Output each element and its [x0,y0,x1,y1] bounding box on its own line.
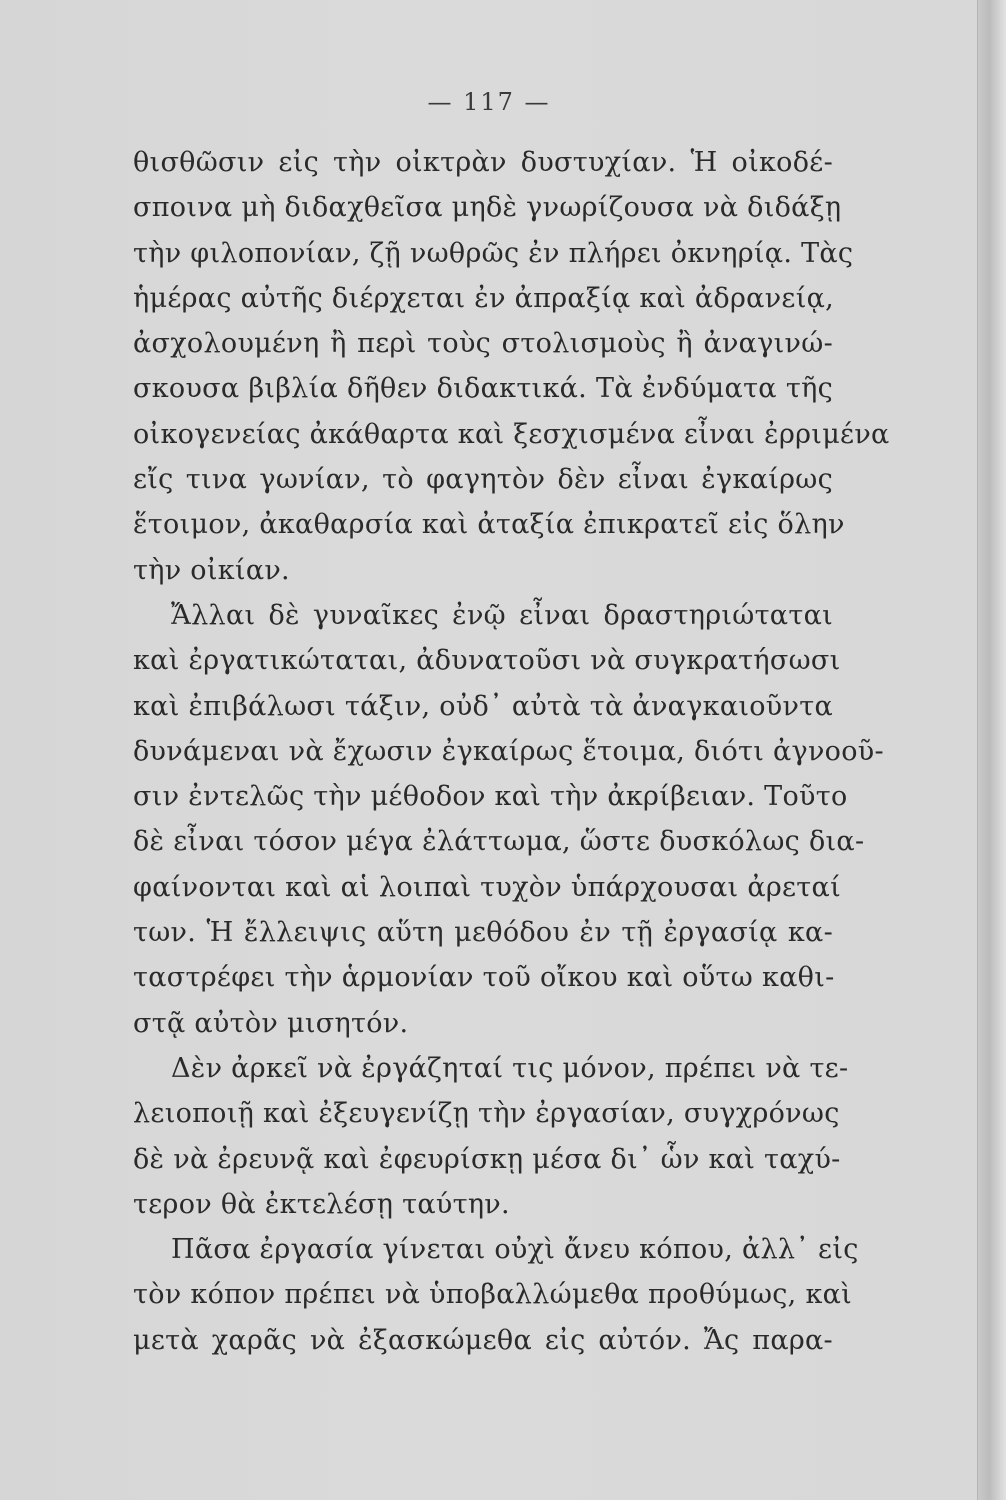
text-line: σιν ἐντελῶς τὴν μέθοδον καὶ τὴν ἀκρίβειαν. Τοῦτο [133,781,848,813]
text-line: τερον θὰ ἐκτελέσῃ ταύτην. [133,1188,510,1220]
text-line: σκουσα βιβλία δῆθεν διδακτικά. Τὰ ἐνδύματα τῆς [133,373,833,405]
text-line: Πᾶσα ἐργασία γίνεται οὐχὶ ἄνευ κόπου, ἀλλ᾽ εἰς [171,1234,859,1266]
text-line: τὴν φιλοπονίαν, ζῇ νωθρῶς ἐν πλήρει ὀκνηρίᾳ. Τὰς [133,237,854,269]
text-line: λειοποιῇ καὶ ἐξευγενίζῃ τὴν ἐργασίαν, συγχρόνως [133,1098,840,1130]
text-line: ἀσχολουμένη ἢ περὶ τοὺς στολισμοὺς ἢ ἀναγινώ- [133,328,833,360]
text-line: Ἄλλαι δὲ γυναῖκες ἐνῷ εἶναι δραστηριώταται [171,599,833,631]
text-line: εἴς τινα γωνίαν, τὸ φαγητὸν δὲν εἶναι ἐγκαίρως [133,464,833,496]
text-line: φαίνονται καὶ αἱ λοιπαὶ τυχὸν ὑπάρχουσαι ἀρεταί [133,871,841,903]
text-line: οἰκογενείας ἀκάθαρτα καὶ ξεσχισμένα εἶναι ἐρριμένα [133,418,890,450]
text-line: ταστρέφει τὴν ἁρμονίαν τοῦ οἴκου καὶ οὕτω καθι- [133,962,835,994]
text-line: θισθῶσιν εἰς τὴν οἰκτρὰν δυστυχίαν. Ἡ οἰκοδέ- [133,147,833,178]
text-line: σποινα μὴ διδαχθεῖσα μηδὲ γνωρίζουσα νὰ διδάξῃ [133,192,842,224]
text-line: δυνάμεναι νὰ ἔχωσιν ἐγκαίρως ἕτοιμα, διότι ἀγνοοῦ- [133,735,884,767]
page-number: — 117 — [427,88,551,116]
body-text [133,140,890,1363]
text-line: τὸν κόπον πρέπει νὰ ὑποβαλλώμεθα προθύμως, καὶ [133,1279,853,1311]
text-line: μετὰ χαρᾶς νὰ ἐξασκώμεθα εἰς αὐτόν. Ἄς παρα- [133,1324,833,1356]
text-line: δὲ νὰ ἐρευνᾷ καὶ ἐφευρίσκῃ μέσα δι᾽ ὧν καὶ ταχύ- [133,1143,841,1175]
text-line: δὲ εἶναι τόσον μέγα ἐλάττωμα, ὥστε δυσκόλως δια- [133,826,865,858]
text-line: των. Ἡ ἔλλειψις αὕτη μεθόδου ἐν τῇ ἐργασίᾳ κα- [133,917,833,949]
text-line: στᾷ αὐτὸν μισητόν. [133,1007,409,1039]
text-line: ἕτοιμον, ἀκαθαρσία καὶ ἀταξία ἐπικρατεῖ εἰς ὅλην [133,509,845,541]
text-line: καὶ ἐργατικώταται, ἀδυνατοῦσι νὰ συγκρατήσωσι [133,645,841,677]
text-line: ἡμέρας αὐτῆς διέρχεται ἐν ἀπραξίᾳ καὶ ἀδρανείᾳ, [133,282,834,314]
page-edge [977,0,1006,1500]
text-line: τὴν οἰκίαν. [133,554,290,586]
text-line: καὶ ἐπιβάλωσι τάξιν, οὐδ᾽ αὐτὰ τὰ ἀναγκαιοῦντα [133,690,833,722]
text-line: Δὲν ἀρκεῖ νὰ ἐργάζηταί τις μόνον, πρέπει νὰ τε- [171,1052,849,1084]
